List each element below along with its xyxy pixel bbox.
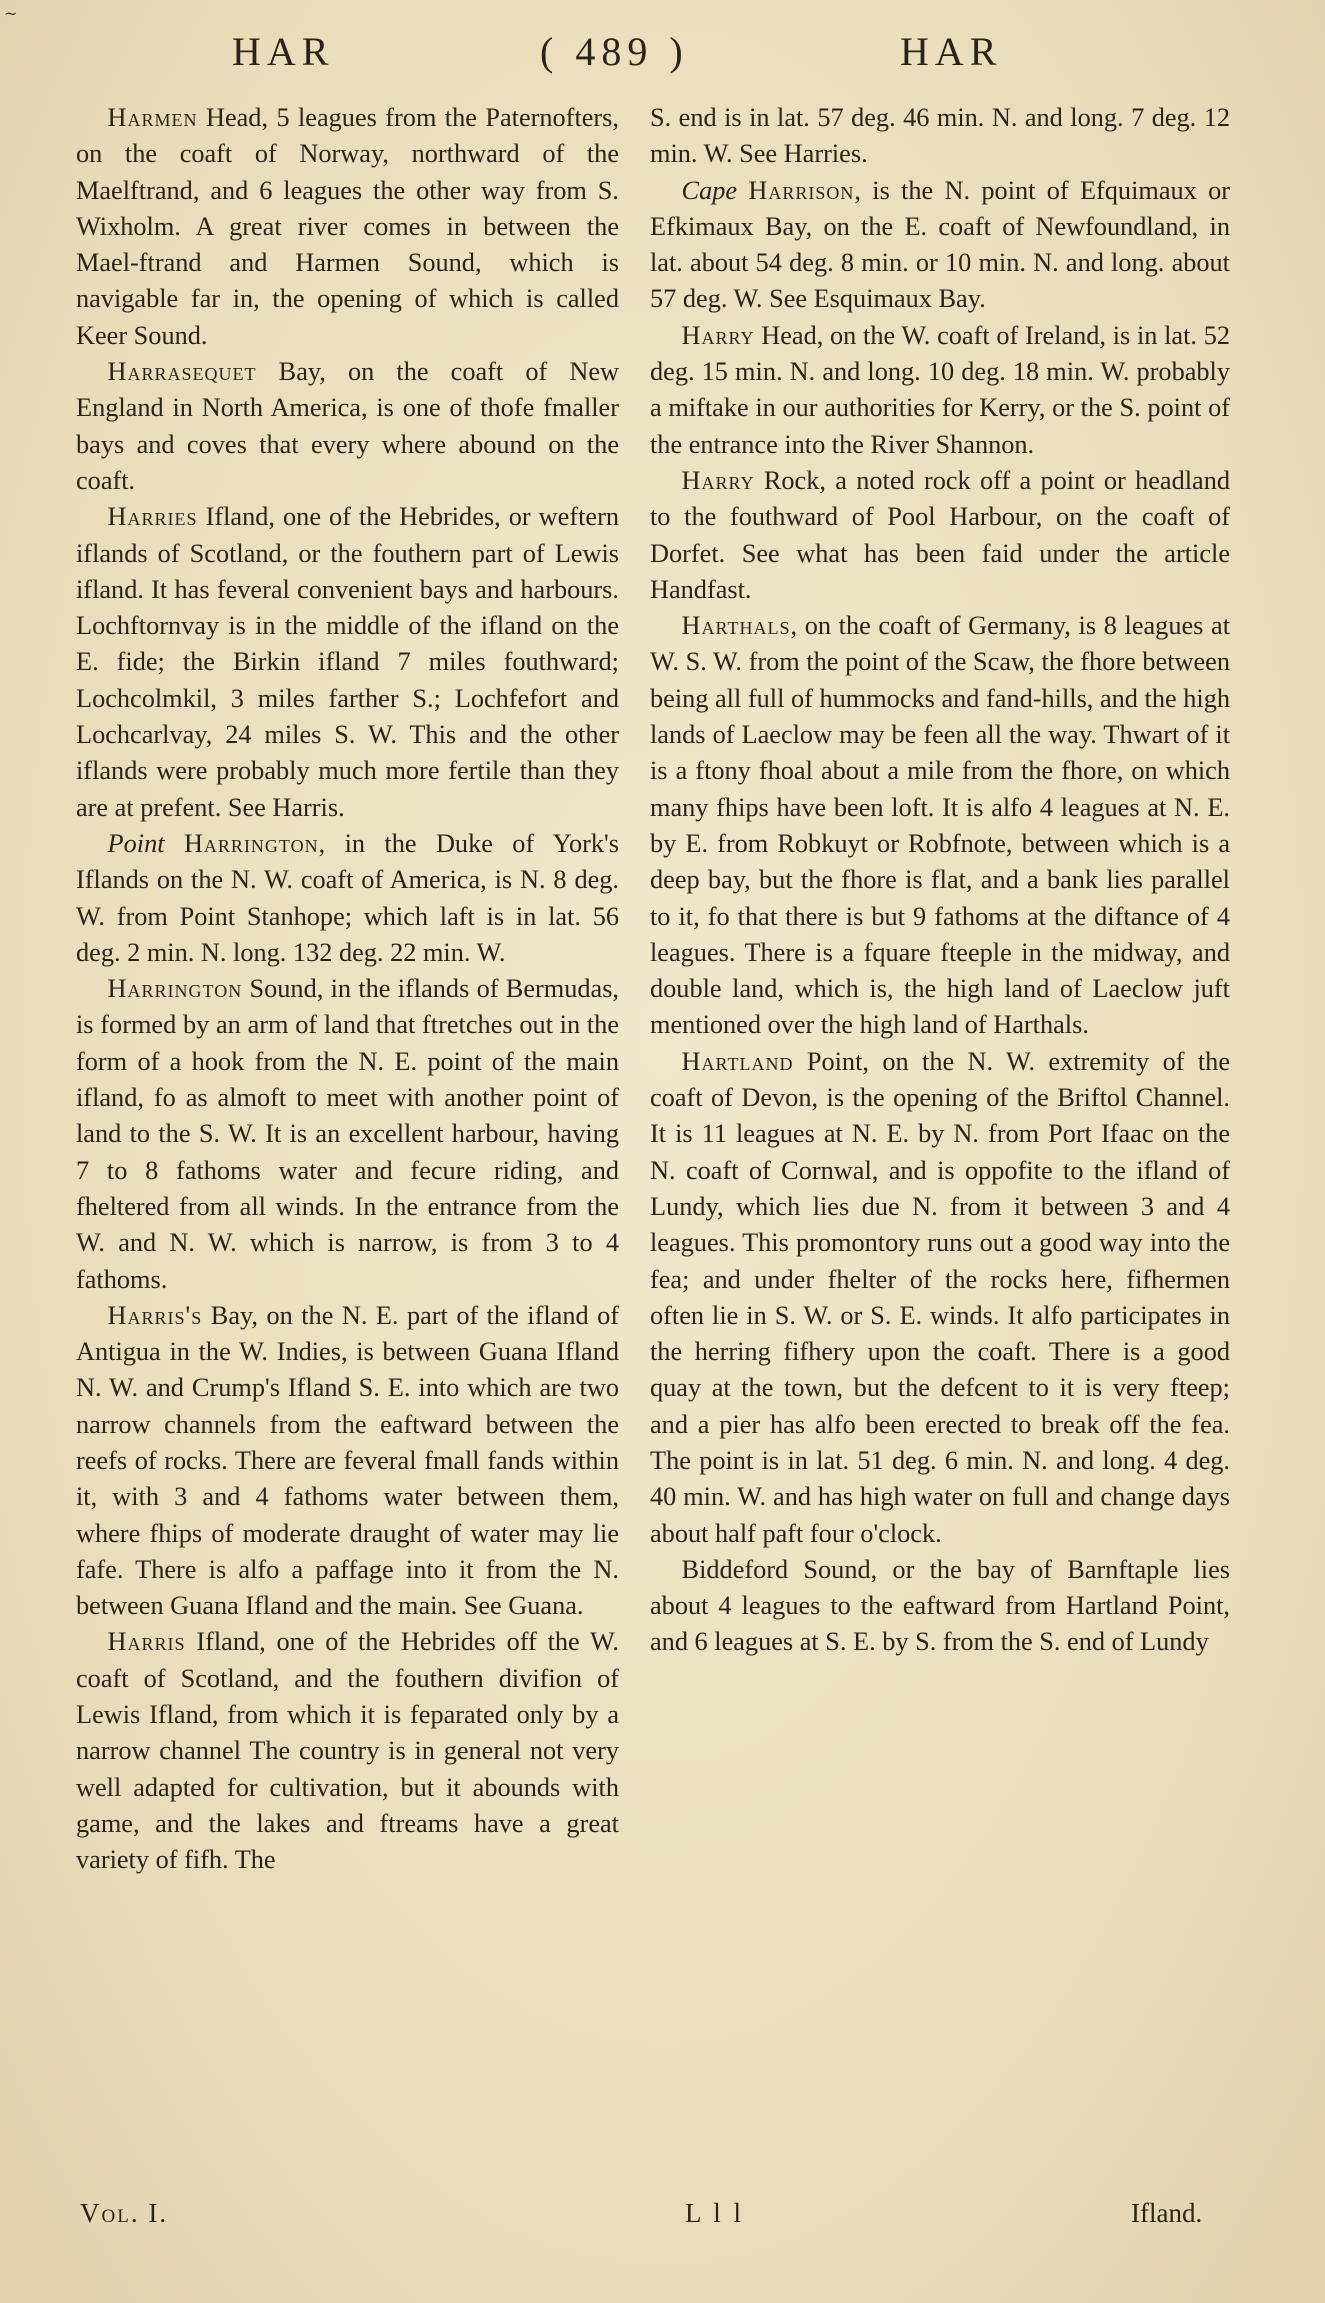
- entry-text: Head, on the W. coaft of Ireland, is in lat. 52 deg. 15 min. N. and long. 10 deg. 18 min. W. probably a miftake in our authorities for Kerry, or the S. point of the entrance into the River Shannon.: [650, 320, 1230, 459]
- entry-text: Rock, a noted rock off a point or headland to the fouthward of Pool Harbour, on the coaft of Dorfet. See what has been faid under the article Handfast.: [650, 465, 1230, 604]
- dictionary-entry: [650, 608, 1230, 1044]
- running-header: [0, 28, 1325, 88]
- entry-headword: Hartland: [681, 1046, 794, 1076]
- entry-text: Biddeford Sound, or the bay of Barnftaple lies about 4 leagues to the eaftward from Hartland Point, and 6 leagues at S. E. by S. from the S. end of Lundy: [650, 1554, 1230, 1657]
- entry-text: , is the N. point of Efquimaux or Efkimaux Bay, on the E. coaft of Newfoundland, in lat. about 54 deg. 8 min. or 10 min. N. and long. about 57 deg. W. See Esquimaux Bay.: [650, 175, 1231, 314]
- dictionary-entry: [76, 100, 619, 354]
- dictionary-entry: [650, 173, 1230, 318]
- dictionary-entry: [76, 1298, 619, 1625]
- dictionary-entry: [76, 499, 619, 826]
- corner-mark: ~: [4, 4, 18, 23]
- signature-mark: L l l: [685, 2198, 744, 2228]
- volume-label: Vol. I.: [80, 2198, 169, 2228]
- entry-headword: Harris: [107, 1627, 186, 1657]
- entry-text: , on the coaft of Germany, is 8 leagues at W. S. W. from the point of the Scaw, the fhore between being all full of hummocks and fand-hills, and the high lands of Laeclow may be feen all the way. Thwart of it is a ftony fhoal about a mile from the fhore, on which many fhips have been loft. It is alfo 4 leagues at N. E. by E. from Robkuyt or Robfnote, between which is a deep bay, but the fhore is flat, and a bank lies parallel to it, fo that there is but 9 fathoms at the diftance of 4 leagues. There is a fquare fteeple in the midway, and double land, which is, the high land of Laeclow juft mentioned over the high land of Harthals.: [650, 611, 1230, 1040]
- dictionary-entry: [650, 318, 1230, 463]
- dictionary-entry: [650, 100, 1230, 173]
- entry-headword: Harries: [107, 502, 198, 532]
- entry-headword: Harrington: [183, 828, 319, 858]
- entry-text: Bay, on the N. E. part of the ifland of Antigua in the W. Indies, is between Guana Ifland N. W. and Crump's Ifland S. E. into which are two narrow channels from the eaftward between the reefs of rocks. There are feveral fmall fands within it, with 3 and 4 fathoms water between them, where fhips of moderate draught of water may lie fafe. There is alfo a paffage into it from the N. between Guana Ifland and the main. See Guana.: [76, 1300, 619, 1621]
- entry-headword: Harrington: [107, 974, 243, 1004]
- entry-text: Point, on the N. W. extremity of the coaft of Devon, is the opening of the Briftol Channel. It is 11 leagues at N. E. by N. from Port Ifaac on the N. coaft of Cornwal, and is oppofite to the ifland of Lundy, which lies due N. from it between 3 and 4 leagues. This promontory runs out a good way into the fea; and under fhelter of the rocks here, fifhermen often lie in S. W. or S. E. winds. It alfo participates in the herring fifhery upon the coaft. There is a good quay at the town, but the defcent to it is very fteep; and a pier has alfo been erected to break off the fea. The point is in lat. 51 deg. 6 min. N. and long. 4 deg. 40 min. W. and has high water on full and change days about half paft four o'clock.: [650, 1046, 1230, 1548]
- page-number: ( 489 ): [540, 29, 689, 74]
- entry-prefix: Point: [107, 828, 165, 858]
- entry-text: Ifland, one of the Hebrides off the W. coaft of Scotland, and the fouthern divifion of Lewis Ifland, from which it is feparated only by a narrow channel The country is in general not very well adapted for cultivation, but it abounds with game, and the lakes and ftreams have a great variety of fifh. The: [76, 1627, 619, 1875]
- dictionary-entry: [650, 1044, 1230, 1552]
- entry-headword: Harris's: [107, 1300, 203, 1330]
- page-footer: [0, 2198, 1325, 2243]
- entry-text: , in the Duke of York's Iflands on the N. W. coaft of America, is N. 8 deg. W. from Point Stanhope; which laft is in lat. 56 deg. 2 min. N. long. 132 deg. 22 min. W.: [76, 828, 619, 967]
- entry-prefix: Cape: [681, 175, 738, 205]
- entry-text: Bay, on the coaft of New England in North America, is one of thofe fmaller bays and coves that every where abound on the coaft.: [76, 357, 619, 495]
- dictionary-entry: [76, 826, 619, 971]
- entry-text: Sound, in the iflands of Bermudas, is formed by an arm of land that ftretches out in the form of a hook from the N. E. point of the main ifland, fo as almoft to meet with another point of land to the S. W. It is an excellent harbour, having 7 to 8 fathoms water and fecure riding, and fheltered from all winds. In the entrance from the W. and N. W. which is narrow, is from 3 to 4 fathoms.: [76, 974, 619, 1294]
- entry-headword: Harthals: [681, 611, 791, 641]
- header-left: HAR: [232, 29, 335, 74]
- right-column: [650, 100, 1230, 1661]
- dictionary-entry: [650, 463, 1230, 608]
- entry-text: S. end is in lat. 57 deg. 46 min. N. and long. 7 deg. 12 min. W. See Harries.: [650, 103, 1230, 169]
- entry-headword: Harrasequet: [107, 357, 257, 387]
- catchword: Ifland.: [1131, 2198, 1203, 2228]
- entry-text: Ifland, one of the Hebrides, or weftern iflands of Scotland, or the fouthern part of Lewis ifland. It has feveral convenient bays and harbours. Lochftornvay is in the middle of the ifland on the E. fide; the Birkin ifland 7 miles fouthward; Lochcolmkil, 3 miles farther S.; Lochfefort and Lochcarlvay, 24 miles S. W. This and the other iflands were probably much more fertile than they are at prefent. See Harris.: [76, 502, 619, 822]
- dictionary-entry: [76, 1624, 619, 1878]
- entry-headword: Harry: [681, 465, 755, 495]
- header-right: HAR: [900, 29, 1003, 74]
- entry-headword: Harrison: [748, 175, 855, 205]
- dictionary-entry: [76, 354, 619, 499]
- entry-text: Head, 5 leagues from the Paternofters, on the coaft of Norway, northward of the Maelftrand, and 6 leagues the other way from S. Wixholm. A great river comes in between the Mael-ftrand and Harmen Sound, which is navigable far in, the opening of which is called Keer Sound.: [76, 103, 619, 350]
- dictionary-entry: [650, 1552, 1230, 1661]
- entry-headword: Harmen: [107, 103, 198, 132]
- left-column: [76, 100, 619, 1879]
- dictionary-entry: [76, 971, 619, 1298]
- entry-headword: Harry: [681, 320, 755, 350]
